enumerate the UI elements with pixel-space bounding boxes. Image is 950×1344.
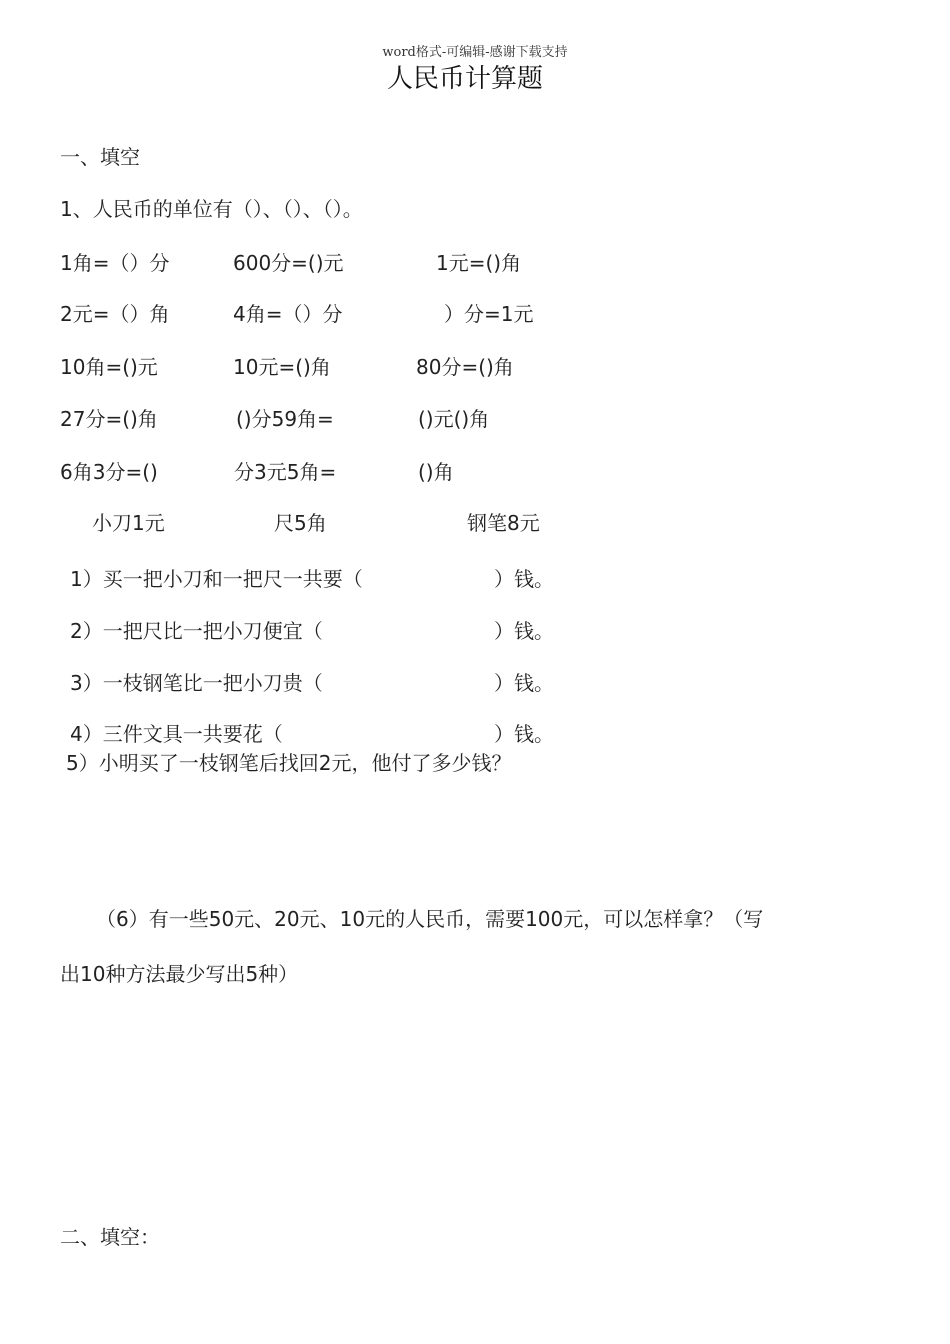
price-pen: 钢笔8元: [467, 511, 540, 535]
conversion-item: 27分=()角: [60, 407, 158, 431]
question-6-line-2: 出10种方法最少写出5种）: [60, 962, 299, 986]
section-1-heading: 一、填空: [60, 145, 140, 169]
question-6-line-1: （6）有一些50元、20元、10元的人民币，需要100元，可以怎样拿？（写: [96, 907, 764, 931]
conversion-item: ()角: [418, 460, 454, 484]
price-ruler: 尺5角: [274, 511, 327, 535]
sub-question-5: 5）小明买了一枝钢笔后找回2元，他付了多少钱？: [66, 751, 512, 775]
conversion-item: 分3元5角=: [234, 460, 337, 484]
conversion-item: 10元=()角: [233, 355, 331, 379]
sub-question-4: 4）三件文具一共要花（: [70, 722, 283, 746]
price-knife: 小刀1元: [92, 511, 165, 535]
question-1: 1、人民币的单位有（）、（）、（）。: [60, 197, 363, 221]
sub-question-2-tail: ）钱。: [494, 619, 554, 643]
conversion-item: 4角=（）分: [233, 302, 343, 326]
conversion-item: 80分=()角: [416, 355, 514, 379]
conversion-item: 2元=（）角: [60, 302, 170, 326]
page-title: 人民币计算题: [386, 64, 543, 94]
conversion-item: ()分59角=: [236, 407, 334, 431]
sub-question-3: 3）一枝钢笔比一把小刀贵（: [70, 671, 323, 695]
conversion-item: 6角3分=(): [60, 460, 158, 484]
sub-question-4-tail: ）钱。: [494, 722, 554, 746]
conversion-item: ）分=1元: [444, 302, 534, 326]
conversion-item: 1元=()角: [436, 251, 522, 275]
sub-question-2: 2）一把尺比一把小刀便宜（: [70, 619, 323, 643]
sub-question-1: 1）买一把小刀和一把尺一共要（: [70, 567, 363, 591]
conversion-item: 600分=()元: [233, 251, 344, 275]
conversion-item: 1角=（）分: [60, 251, 170, 275]
document-header: word格式-可编辑-感谢下载支持: [382, 45, 568, 60]
sub-question-3-tail: ）钱。: [494, 671, 554, 695]
section-2-heading: 二、填空：: [60, 1225, 160, 1249]
conversion-item: 10角=()元: [60, 355, 158, 379]
sub-question-1-tail: ）钱。: [494, 567, 554, 591]
conversion-item: ()元()角: [418, 407, 490, 431]
